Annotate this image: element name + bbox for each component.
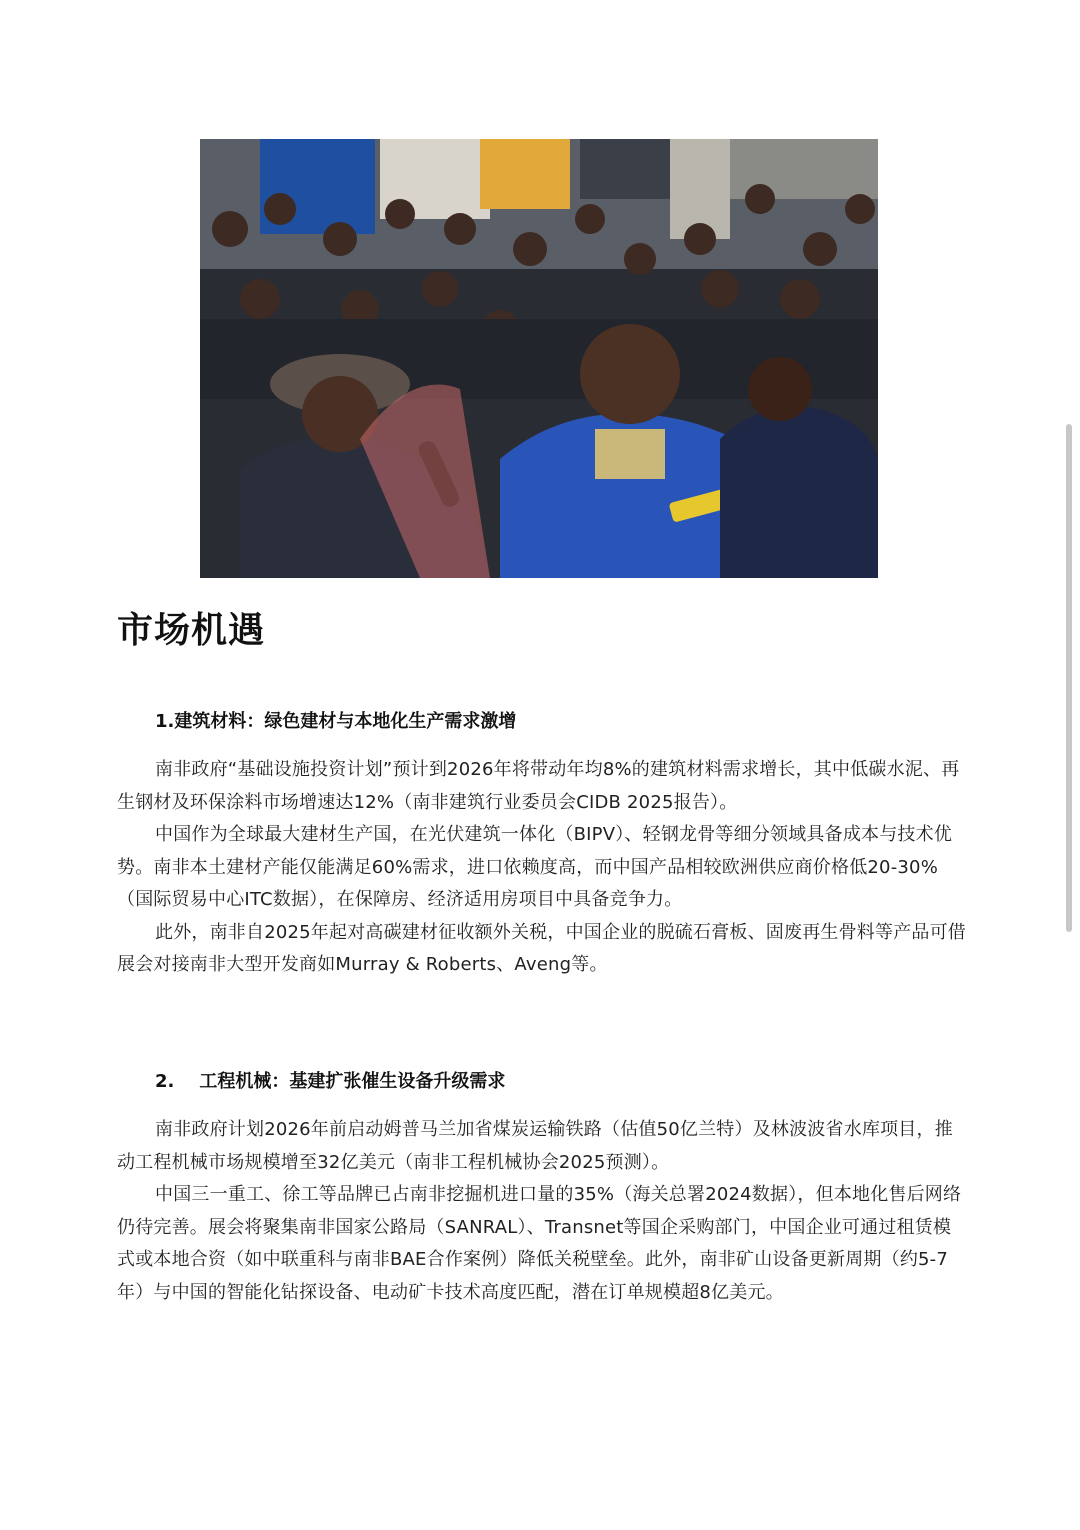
section-title: 2. 工程机械：基建扩张催生设备升级需求 xyxy=(155,1071,506,1092)
paragraph: 中国作为全球最大建材生产国，在光伏建筑一体化（BIPV）、轻钢龙骨等细分领域具备成本与技术优势。南非本土建材产能仅能满足60%需求，进口依赖度高，而中国产品相较欧洲供应商价格低20-30%（国际贸易中心ITC数据），在保障房、经济适用房项目中具备竞争力。 xyxy=(117,824,953,910)
section-title: 1.建筑材料：绿色建材与本地化生产需求激增 xyxy=(155,711,517,732)
paragraph: 南非政府“基础设施投资计划”预计到2026年将带动年均8%的建筑材料需求增长，其中低碳水泥、再生钢材及环保涂料市场增速达12%（南非建筑行业委员会CIDB 2025报告）。 xyxy=(117,759,960,813)
expo-audience-photo xyxy=(200,139,878,578)
paragraph: 南非政府计划2026年前启动姆普马兰加省煤炭运输铁路（估值50亿兰特）及林波波省水库项目，推动工程机械市场规模增至32亿美元（南非工程机械协会2025预测）。 xyxy=(117,1119,953,1173)
scrollbar[interactable] xyxy=(1066,424,1072,932)
section-construction-machinery xyxy=(117,1068,967,1309)
page-title: 市场机遇 xyxy=(117,610,266,651)
section-building-materials xyxy=(117,708,967,982)
paragraph: 此外，南非自2025年起对高碳建材征收额外关税，中国企业的脱硫石膏板、固废再生骨料等产品可借展会对接南非大型开发商如Murray & Roberts、Aveng等。 xyxy=(117,921,967,975)
paragraph: 中国三一重工、徐工等品牌已占南非挖掘机进口量的35%（海关总署2024数据），但本地化售后网络仍待完善。展会将聚集南非国家公路局（SANRAL）、Transnet等国企采购部门，中国企业可通过租赁模式或本地合资（如中联重科与南非BAE合作案例）降低关税壁垒。此外，南非矿山设备更新周期（约5-7年）与中国的智能化钻探设备、电动矿卡技术高度匹配，潜在订单规模超8亿美元。 xyxy=(117,1184,962,1303)
